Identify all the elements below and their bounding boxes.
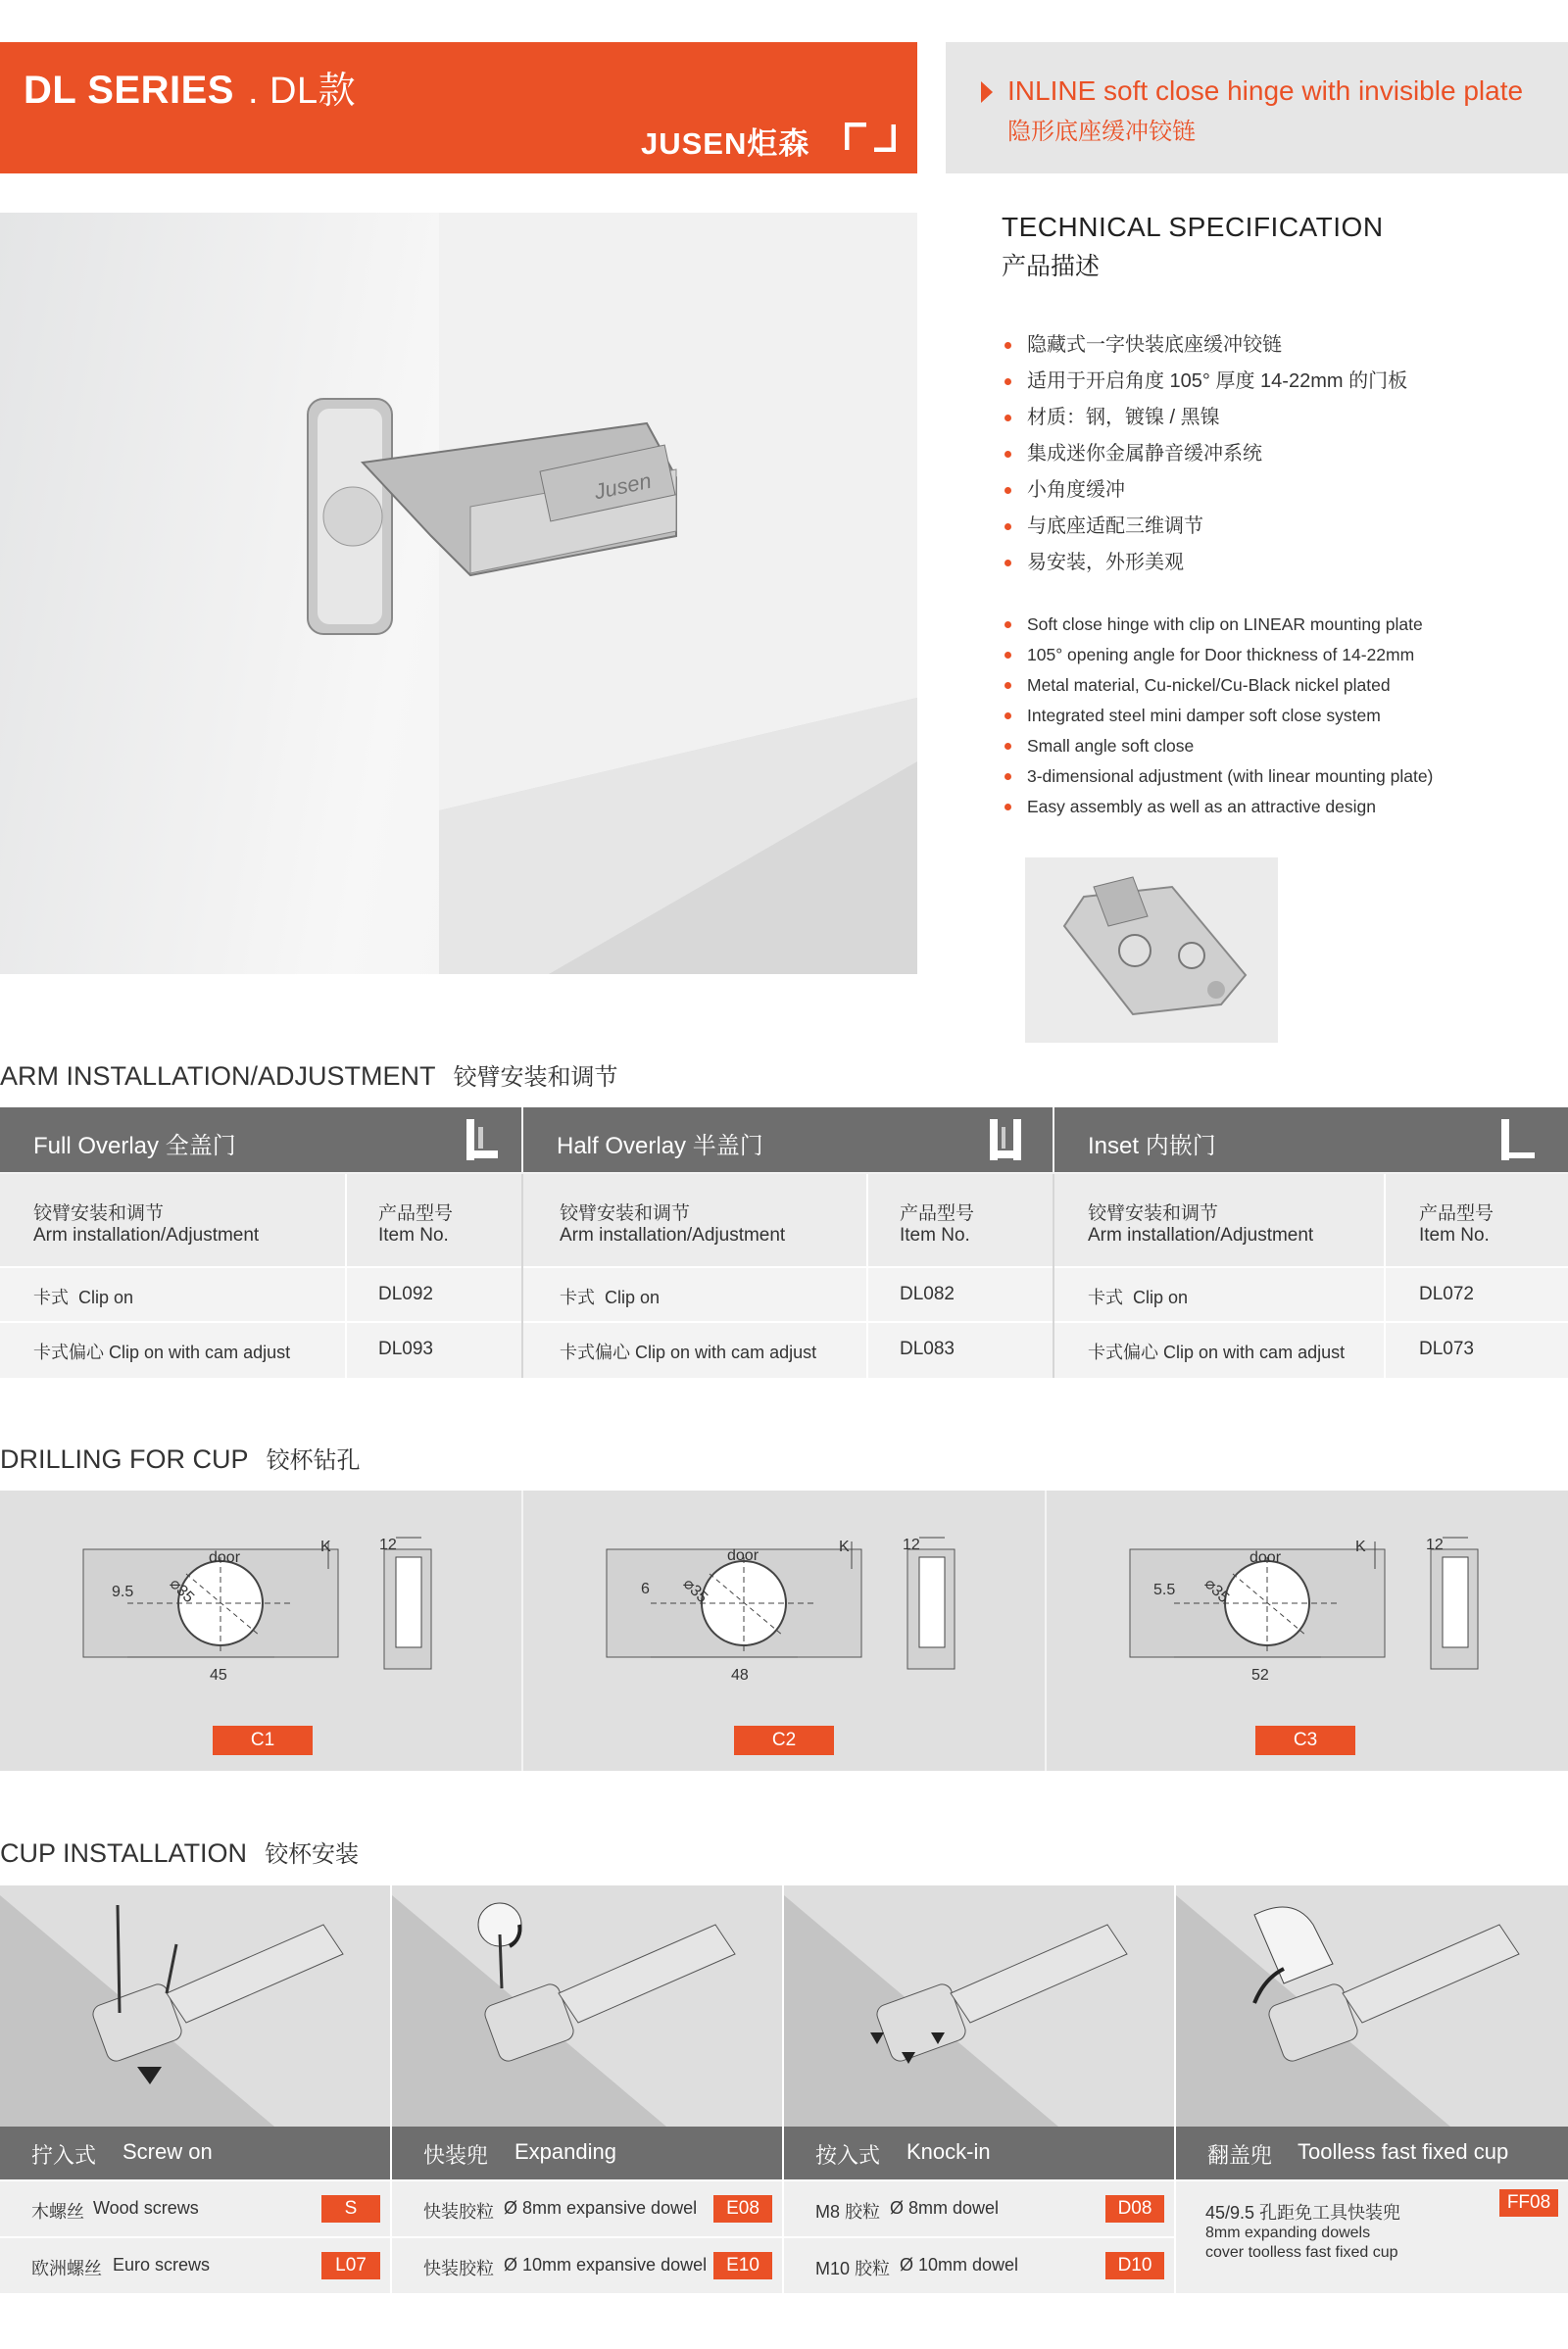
brand-logo: JUSEN炬森 <box>641 126 810 161</box>
cup-illustration <box>0 1885 390 2127</box>
list-item: 小角度缓冲 <box>1002 472 1407 509</box>
code-tag: E10 <box>713 2252 772 2279</box>
code-tag: D10 <box>1105 2252 1164 2279</box>
code-tag: FF08 <box>1499 2189 1558 2217</box>
code-badge: C3 <box>1255 1726 1355 1755</box>
row-label-cam-adjust: 卡式偏心 Clip on with cam adjust <box>560 1343 817 1362</box>
full-overlay-icon <box>461 1117 502 1162</box>
item-no: DL092 <box>378 1284 433 1304</box>
group-head-inset: Inset 内嵌门 <box>1054 1107 1568 1172</box>
diameter-label: ⌀35 <box>1200 1575 1233 1607</box>
list-item: Easy assembly as well as an attractive design <box>1002 792 1433 822</box>
door-label: door <box>727 1547 760 1564</box>
cup-row: 快装胶粒 Ø 8mm expansive dowel E08 <box>392 2181 782 2236</box>
list-item: 易安装，外形美观 <box>1002 545 1407 581</box>
cup-illustration <box>784 1885 1174 2127</box>
list-item: 隐藏式一字快装底座缓冲铰链 <box>1002 327 1407 364</box>
width-label: 45 <box>210 1667 227 1684</box>
series-title: DL SERIES . DL款 <box>24 69 357 112</box>
group-head-full-overlay: Full Overlay 全盖门 <box>0 1107 521 1172</box>
cup-row: 45/9.5 孔距免工具快装兜 8mm expanding dowels cover toolless fast fixed cup FF08 <box>1176 2181 1568 2293</box>
width-label: 48 <box>731 1667 749 1684</box>
arm-table <box>0 1107 1568 1378</box>
item-no: DL072 <box>1419 1284 1474 1304</box>
drill-diagram-c1 <box>0 1491 521 1771</box>
drill-diagram-svg <box>69 1520 461 1687</box>
code-tag: E08 <box>713 2195 772 2223</box>
header-banner <box>0 42 917 173</box>
list-item: 3-dimensional adjustment (with linear mounting plate) <box>1002 761 1433 792</box>
k-label: K <box>320 1539 331 1555</box>
list-item: 105° opening angle for Door thickness of 14-22mm <box>1002 640 1433 670</box>
list-item: Soft close hinge with clip on LINEAR mounting plate <box>1002 610 1433 640</box>
list-item: 材质：钢，镀镍 / 黑镍 <box>1002 400 1407 436</box>
row-label-cam-adjust: 卡式偏心 Clip on with cam adjust <box>1088 1343 1346 1362</box>
features-en-list <box>1002 610 1433 822</box>
drilling-section-title: DRILLING FOR CUP 铰杯钻孔 <box>0 1444 361 1474</box>
depth-label: 12 <box>903 1537 920 1553</box>
col-header-arm: 铰臂安装和调节 Arm installation/Adjustment <box>560 1203 786 1246</box>
arm-section-title: ARM INSTALLATION/ADJUSTMENT 铰臂安装和调节 <box>0 1061 618 1091</box>
code-tag: D08 <box>1105 2195 1164 2223</box>
offset-label: 9.5 <box>112 1584 134 1600</box>
cup-row: M10 胶粒 Ø 10mm dowel D10 <box>784 2238 1174 2293</box>
cup-type-toolless: 翻盖兜 Toolless fast fixed cup <box>1176 2127 1568 2179</box>
product-name-en: INLINE soft close hinge with invisible plate <box>1007 75 1524 106</box>
cup-image-expanding <box>392 1885 782 2127</box>
spec-title-cn: 产品描述 <box>1002 253 1101 280</box>
cup-image-toolless <box>1176 1885 1568 2127</box>
row-label-clip-on: 卡式 Clip on <box>33 1288 134 1307</box>
row-label-clip-on: 卡式 Clip on <box>1088 1288 1189 1307</box>
hinge-photo <box>0 213 917 974</box>
diameter-label: ⌀35 <box>679 1575 711 1607</box>
cup-row: 欧洲螺丝 Euro screws L07 <box>0 2238 390 2293</box>
door-label: door <box>209 1549 241 1566</box>
offset-label: 6 <box>641 1581 650 1597</box>
hinge-engraving: Jusen <box>592 467 654 505</box>
col-header-item: 产品型号 Item No. <box>900 1203 975 1246</box>
drill-diagram-c3 <box>1047 1491 1568 1771</box>
depth-label: 12 <box>1426 1537 1444 1553</box>
cup-illustration <box>1176 1885 1568 2127</box>
mounting-plate-illustration <box>1025 857 1278 1043</box>
inset-icon <box>1495 1117 1537 1162</box>
list-item: 适用于开启角度 105° 厚度 14-22mm 的门板 <box>1002 364 1407 400</box>
drilling-diagrams <box>0 1491 1568 1771</box>
cup-image-screw-on <box>0 1885 390 2127</box>
code-tag: S <box>321 2195 380 2223</box>
cup-row: 快装胶粒 Ø 10mm expansive dowel E10 <box>392 2238 782 2293</box>
triangle-icon <box>981 81 993 103</box>
half-overlay-icon <box>984 1117 1033 1162</box>
group-head-half-overlay: Half Overlay 半盖门 <box>523 1107 1053 1172</box>
item-no: DL093 <box>378 1339 433 1359</box>
list-item: 与底座适配三维调节 <box>1002 509 1407 545</box>
cup-section-title: CUP INSTALLATION 铰杯安装 <box>0 1838 360 1868</box>
item-no: DL082 <box>900 1284 955 1304</box>
product-name-cn: 隐形底座缓冲铰链 <box>1007 119 1196 145</box>
drill-diagram-svg <box>1115 1520 1507 1687</box>
cup-type-expanding: 快装兜 Expanding <box>392 2127 782 2179</box>
product-banner <box>946 42 1568 173</box>
brand-logo-icon <box>845 122 896 152</box>
col-header-arm: 铰臂安装和调节 Arm installation/Adjustment <box>33 1203 260 1246</box>
code-badge: C1 <box>213 1726 313 1755</box>
row-label-clip-on: 卡式 Clip on <box>560 1288 661 1307</box>
k-label: K <box>1355 1539 1366 1555</box>
list-item: 集成迷你金属静音缓冲系统 <box>1002 436 1407 472</box>
list-item: Integrated steel mini damper soft close system <box>1002 701 1433 731</box>
col-header-item: 产品型号 Item No. <box>378 1203 454 1246</box>
code-tag: L07 <box>321 2252 380 2279</box>
width-label: 52 <box>1251 1667 1269 1684</box>
col-header-item: 产品型号 Item No. <box>1419 1203 1494 1246</box>
row-label-cam-adjust: 卡式偏心 Clip on with cam adjust <box>33 1343 291 1362</box>
spec-title-en: TECHNICAL SPECIFICATION <box>1002 212 1384 242</box>
cup-image-knock-in <box>784 1885 1174 2127</box>
cup-illustration <box>392 1885 782 2127</box>
features-cn-list <box>1002 327 1407 581</box>
list-item: Metal material, Cu-nickel/Cu-Black nickel plated <box>1002 670 1433 701</box>
col-header-arm: 铰臂安装和调节 Arm installation/Adjustment <box>1088 1203 1314 1246</box>
hinge-illustration <box>0 213 917 974</box>
diameter-label: ⌀35 <box>166 1575 198 1607</box>
code-badge: C2 <box>734 1726 834 1755</box>
cup-type-knock-in: 按入式 Knock-in <box>784 2127 1174 2179</box>
k-label: K <box>839 1539 850 1555</box>
item-no: DL073 <box>1419 1339 1474 1359</box>
drill-diagram-svg <box>592 1520 984 1687</box>
depth-label: 12 <box>379 1537 397 1553</box>
door-label: door <box>1250 1549 1282 1566</box>
offset-label: 5.5 <box>1153 1582 1176 1598</box>
cup-row: M8 胶粒 Ø 8mm dowel D08 <box>784 2181 1174 2236</box>
drill-diagram-c2 <box>523 1491 1045 1771</box>
cup-type-screw-on: 拧入式 Screw on <box>0 2127 390 2179</box>
mounting-plate-photo <box>1025 857 1278 1043</box>
item-no: DL083 <box>900 1339 955 1359</box>
list-item: Small angle soft close <box>1002 731 1433 761</box>
cup-row: 木螺丝 Wood screws S <box>0 2181 390 2236</box>
